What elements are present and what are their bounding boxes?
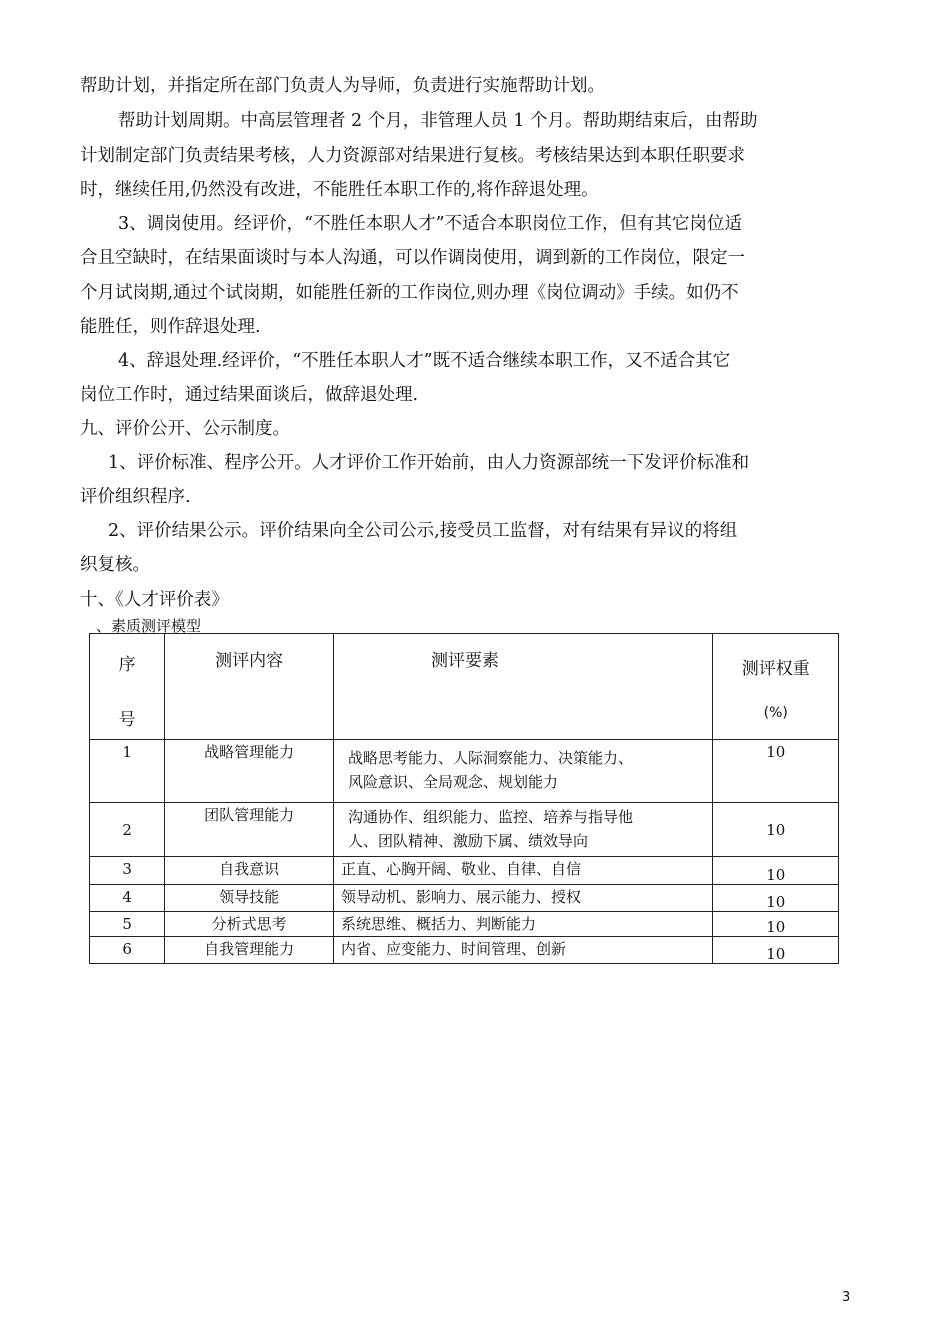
row-weight: 10 — [713, 912, 839, 937]
paragraph-line: 时，继续任用,仍然没有改进，不能胜任本职工作的,将作辞退处理。 — [80, 180, 599, 200]
paragraph-line: 岗位工作时，通过结果面谈后，做辞退处理. — [80, 385, 419, 405]
row-seq: 5 — [90, 912, 165, 937]
row-content: 团队管理能力 — [165, 803, 334, 857]
row-seq: 6 — [90, 937, 165, 964]
table-row — [90, 937, 839, 964]
page-number: 3 — [842, 1290, 851, 1305]
table-row — [90, 857, 839, 885]
table-row — [90, 912, 839, 937]
table-row — [90, 885, 839, 912]
row-weight: 10 — [713, 740, 839, 803]
row-elements: 沟通协作、组织能力、监控、培养与指导他 人、团队精神、激励下属、绩效导向 — [333, 803, 713, 857]
paragraph-line: 能胜任，则作辞退处理. — [80, 317, 261, 337]
row-weight: 10 — [713, 857, 839, 885]
row-seq: 1 — [90, 740, 165, 803]
row-elements: 系统思维、概括力、判断能力 — [333, 912, 713, 937]
row-content: 战略管理能力 — [165, 740, 334, 803]
paragraph-line: 评价组织程序. — [80, 487, 191, 507]
paragraph-line: 3、调岗使用。经评价，“不胜任本职人才”不适合本职岗位工作，但有其它岗位适 — [118, 214, 743, 234]
row-weight: 10 — [713, 937, 839, 964]
paragraph-line: 帮助计划周期。中高层管理者 2 个月，非管理人员 1 个月。帮助期结束后，由帮助 — [118, 111, 758, 131]
header-elements: 测评要素 — [333, 634, 713, 740]
row-weight: 10 — [713, 885, 839, 912]
header-content: 测评内容 — [165, 634, 334, 740]
section-heading: 九、评价公开、公示制度。 — [80, 419, 290, 439]
paragraph-line: 织复核。 — [80, 555, 150, 575]
table-row — [90, 740, 839, 803]
paragraph-line: 个月试岗期,通过个试岗期，如能胜任新的工作岗位,则办理《岗位调动》手续。如仍不 — [80, 283, 739, 303]
row-seq: 3 — [90, 857, 165, 885]
paragraph-line: 合且空缺时，在结果面谈时与本人沟通，可以作调岗使用，调到新的工作岗位，限定一 — [80, 248, 745, 268]
row-content: 自我意识 — [165, 857, 334, 885]
paragraph-line: 4、辞退处理.经评价，“不胜任本职人才”既不适合继续本职工作，又不适合其它 — [118, 351, 731, 371]
header-seq: 序 号 — [90, 634, 165, 740]
row-elements: 正直、心胸开阔、敬业、自律、自信 — [333, 857, 713, 885]
row-content: 领导技能 — [165, 885, 334, 912]
paragraph-line: 计划制定部门负责结果考核，人力资源部对结果进行复核。考核结果达到本职任职要求 — [80, 146, 745, 166]
header-weight: 测评权重 (%) — [713, 634, 839, 740]
row-weight: 10 — [713, 803, 839, 857]
row-content: 自我管理能力 — [165, 937, 334, 964]
row-elements: 领导动机、影响力、展示能力、授权 — [333, 885, 713, 912]
row-content: 分析式思考 — [165, 912, 334, 937]
row-elements: 战略思考能力、人际洞察能力、决策能力、 风险意识、全局观念、规划能力 — [333, 740, 713, 803]
paragraph-line: 1、评价标准、程序公开。人才评价工作开始前，由人力资源部统一下发评价标准和 — [108, 453, 750, 473]
section-heading: 十、《人才评价表》 — [80, 590, 229, 610]
table-caption: 、素质测评模型 — [96, 617, 202, 635]
row-elements: 内省、应变能力、时间管理、创新 — [333, 937, 713, 964]
assessment-table — [89, 633, 839, 964]
table-header-row — [90, 634, 839, 740]
paragraph-line: 帮助计划，并指定所在部门负责人为导师，负责进行实施帮助计划。 — [80, 76, 605, 96]
paragraph-line: 2、评价结果公示。评价结果向全公司公示,接受员工监督，对有结果有异议的将组 — [108, 521, 738, 541]
table-row — [90, 803, 839, 857]
row-seq: 4 — [90, 885, 165, 912]
row-seq: 2 — [90, 803, 165, 857]
